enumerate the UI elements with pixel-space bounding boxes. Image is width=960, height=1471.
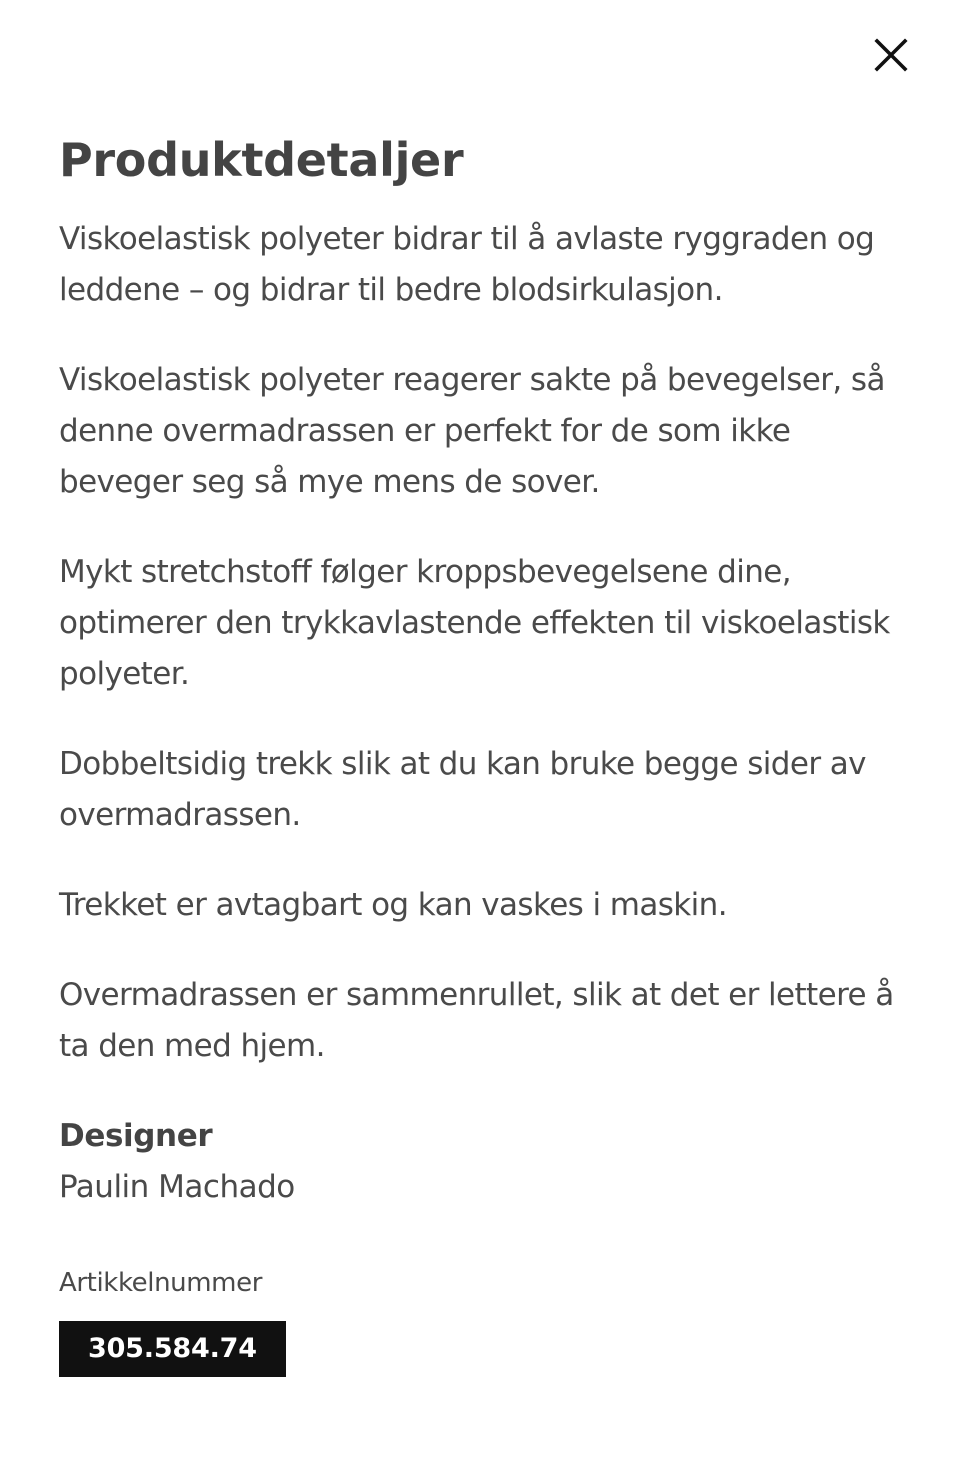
designer-name: Paulin Machado [59,1169,295,1205]
description-paragraph: Dobbeltsidig trekk slik at du kan bruke begge sider av overmadrassen. [59,746,866,833]
description-paragraph: Mykt stretchstoff følger kroppsbevegelsene dine, optimerer den trykkavlastende effekten til viskoelastisk polyeter. [59,554,890,692]
product-details-panel [59,128,909,1377]
page-title: Produktdetaljer [59,133,464,187]
description-paragraph: Viskoelastisk polyeter bidrar til å avlaste ryggraden og leddene – og bidrar til bedre blodsirkulasjon. [59,221,875,308]
close-button[interactable] [866,30,916,80]
designer-section [59,1111,909,1213]
description-paragraph: Trekket er avtagbart og kan vaskes i maskin. [59,887,727,923]
article-section [59,1265,909,1377]
close-icon [874,38,908,72]
article-number-label: Artikkelnummer [59,1268,262,1298]
article-number-badge: 305.584.74 [59,1321,286,1377]
description-paragraph: Viskoelastisk polyeter reagerer sakte på bevegelser, så denne overmadrassen er perfekt for de som ikke beveger seg så mye mens de sover. [59,362,885,500]
description-paragraph: Overmadrassen er sammenrullet, slik at det er lettere å ta den med hjem. [59,977,894,1064]
designer-label: Designer [59,1118,213,1154]
